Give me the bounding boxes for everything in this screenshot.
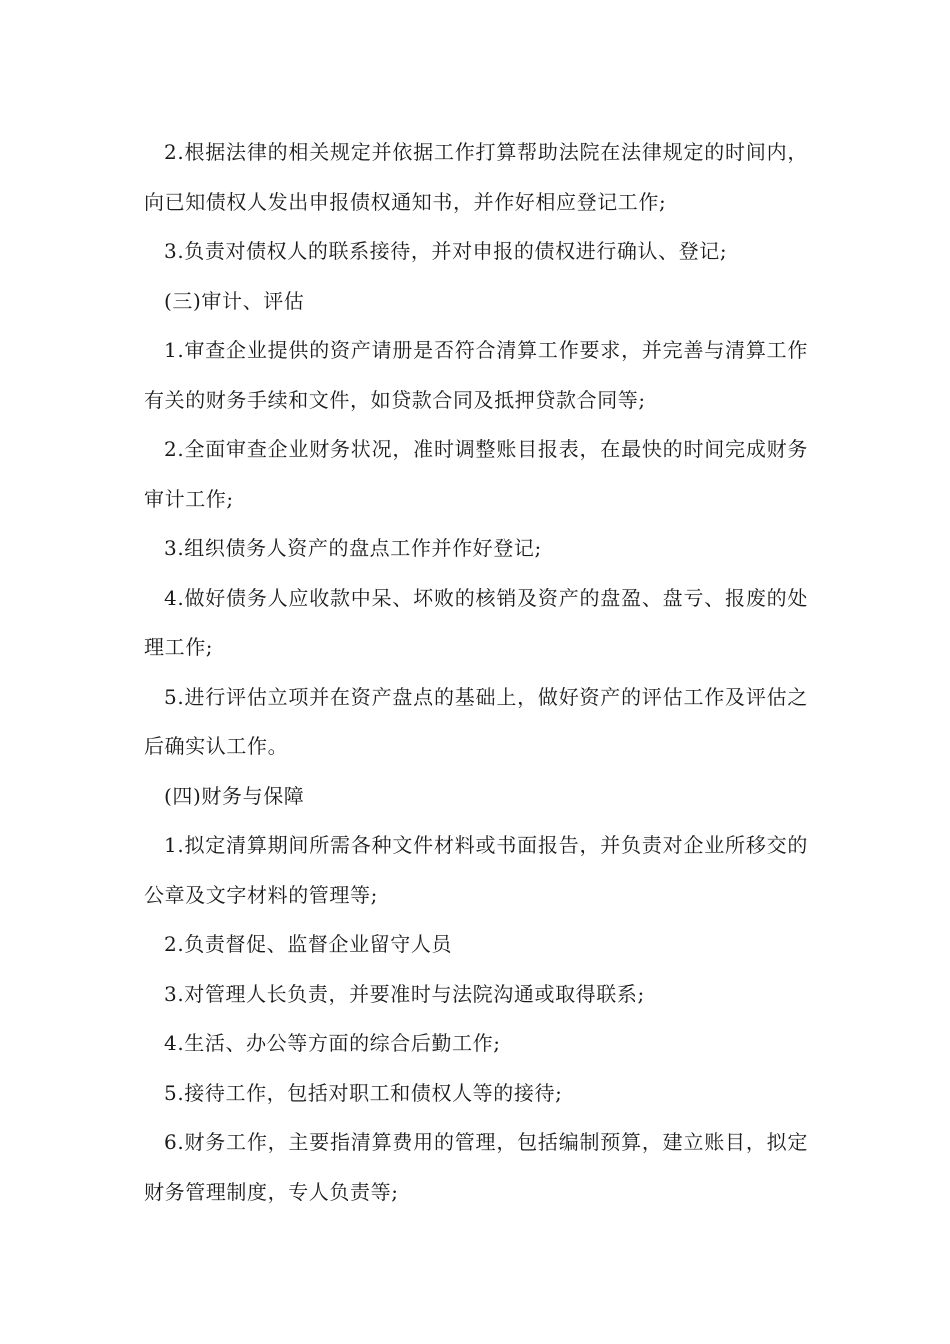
- section-heading-audit: (三)审计、评估: [164, 288, 305, 313]
- paragraph-13: 5.接待工作，包括对职工和债权人等的接待;: [164, 1080, 563, 1105]
- paragraph-12: 4.生活、办公等方面的综合后勤工作;: [164, 1031, 501, 1055]
- document-page: [144, 128, 808, 1217]
- paragraph-6: 4.做好债务人应收款中呆、坏败的核销及资产的盘盈、盘亏、报废的处理工作;: [144, 585, 808, 659]
- paragraph-9: 1.拟定清算期间所需各种文件材料或书面报告，并负责对企业所移交的公章及文字材料的管理等;: [144, 833, 808, 907]
- paragraph-7: 5.进行评估立项并在资产盘点的基础上，做好资产的评估工作及评估之后确实认工作。: [144, 684, 808, 758]
- paragraph-3: 1.审查企业提供的资产请册是否符合清算工作要求，并完善与清算工作有关的财务手续和文件，如贷款合同及抵押贷款合同等;: [144, 338, 808, 412]
- paragraph-1: 3.负责对债权人的联系接待，并对申报的债权进行确认、登记;: [164, 239, 728, 263]
- paragraph-14: 6.财务工作，主要指清算费用的管理，包括编制预算，建立账目，拟定财务管理制度，专人负责等;: [144, 1130, 808, 1204]
- paragraph-4: 2.全面审查企业财务状况，准时调整账目报表，在最快的时间完成财务审计工作;: [144, 437, 808, 511]
- paragraph-10: 2.负责督促、监督企业留守人员: [164, 932, 453, 956]
- paragraph-0: 2.根据法律的相关规定并依据工作打算帮助法院在法律规定的时间内，向已知债权人发出申报债权通知书，并作好相应登记工作;: [144, 140, 808, 214]
- section-heading-finance: (四)财务与保障: [164, 783, 305, 808]
- paragraph-5: 3.组织债务人资产的盘点工作并作好登记;: [164, 536, 542, 560]
- paragraph-11: 3.对管理人长负责，并要准时与法院沟通或取得联系;: [164, 981, 645, 1006]
